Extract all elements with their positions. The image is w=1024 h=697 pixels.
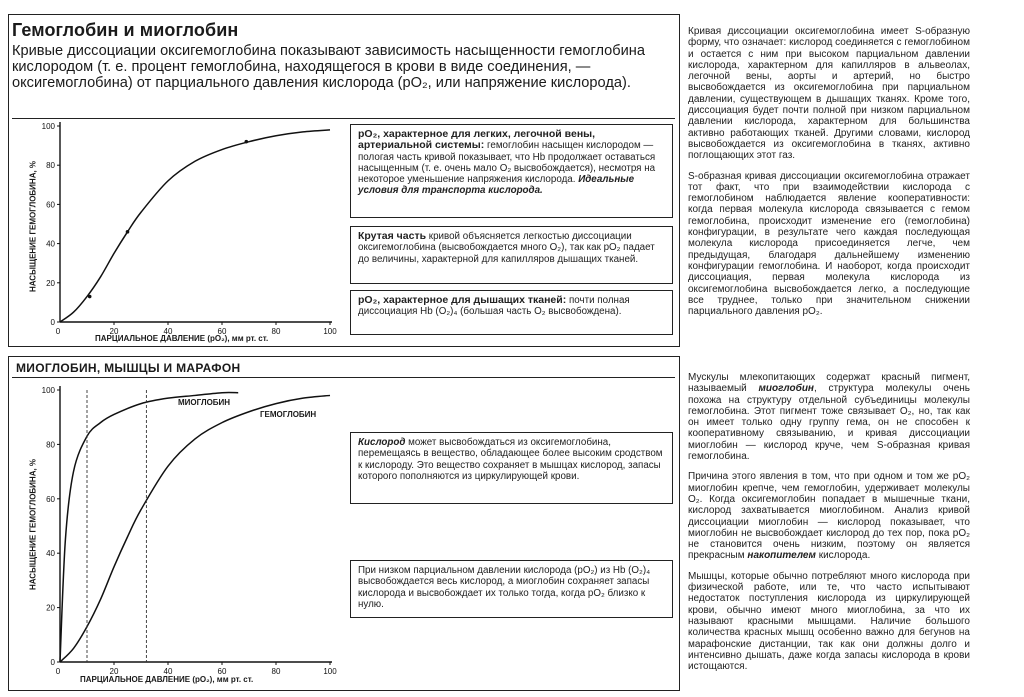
data-marker — [88, 295, 92, 299]
callout-lungs-head: pO₂, характерное для легких, легочной вены, артериальной системы: — [358, 128, 596, 152]
x-tick-label: 80 — [271, 327, 281, 336]
chart-2-axes — [60, 386, 332, 662]
y-tick-label: 20 — [46, 278, 55, 288]
x-tick-label-zero: 0 — [55, 667, 61, 676]
y-tick-label: 40 — [46, 239, 55, 249]
y-tick-label: 0 — [50, 318, 55, 327]
side-bottom-p2b: кислорода. — [818, 550, 871, 562]
chart-2-ticks — [42, 386, 338, 676]
chart-1 — [16, 118, 346, 346]
x-tick-label: 100 — [323, 667, 337, 676]
callout-steep-head: Крутая часть — [358, 230, 427, 242]
side-bottom-p1 — [688, 372, 970, 462]
y-tick-label: 60 — [46, 494, 55, 504]
data-marker — [126, 230, 130, 234]
side-bottom-p1a: Мускулы млекопитающих содержат красный пигмент, называемый — [688, 372, 970, 395]
callout-steep-text: кривой объясняется легкостью диссоциации оксигемоглобина (высвобождается много O₂), так как pO₂ падает до величины, характерной для капилляров дышащих тканей. — [358, 231, 655, 265]
header-block — [12, 20, 692, 92]
side-bottom-p1-em: миоглобин — [758, 383, 814, 395]
y-tick-label: 20 — [46, 603, 55, 613]
side-text-bottom — [688, 372, 970, 681]
chart-2-ylabel: НАСЫЩЕНИЕ ГЕМОГЛОБИНА, % — [28, 458, 38, 591]
x-tick-label-zero: 0 — [55, 327, 61, 336]
side-bottom-p3: Мышцы, которые обычно потребляют много кислорода при физической работе, или те, что часто испытывают недостаток поступления кислорода из циркулирующей крови, обычно имеют много миоглобина, за что их называют красными мышцами. Наличие большого количества красных мышц особенно важно для бегунов на марафонские дистанции, так как они должны долго и интенсивно дышать, даже когда запасы кислорода в крови истощаются. — [688, 570, 970, 673]
lead-paragraph: Кривые диссоциации оксигемоглобина показывают зависимость насыщенности гемоглобина кислородом (т. е. процент гемоглобина, находящегося в крови в виде соединения, — оксигемоглобина) от парциального давления кислорода (pO₂, или напряжение кислорода). — [12, 43, 645, 92]
side-bottom-p1b: , структура молекулы очень похожа на структуру отдельной субъединицы молекулы гемоглобина. Этот пигмент тоже связывает O₂, но, так как он имеет только одну группу гема, он не способен к кооперативному связыванию, и кривая диссоциации миоглобин — кислород круче, чем S-образная кривая гемоглобина. — [688, 383, 970, 463]
callout-low-po2-text: При низком парциальном давлении кислорода (pO₂) из Hb (O₂)₄ высвобождается весь кислород, а миоглобин сохраняет запасы кислорода и высвобождает их только тогда, когда pO₂ близко к нулю. — [358, 565, 651, 610]
section2-underline — [12, 377, 675, 378]
chart-2-label-myoglobin: МИОГЛОБИН — [178, 398, 231, 407]
x-tick-label: 60 — [217, 327, 227, 336]
chart-2-xlabel: ПАРЦИАЛЬНОЕ ДАВЛЕНИЕ (pO₂), мм рт. ст. — [80, 675, 254, 684]
chart-1-axes — [60, 122, 332, 322]
chart-1-ticks — [42, 122, 338, 336]
y-tick-label: 0 — [50, 658, 55, 667]
chart-2-lines — [60, 390, 330, 662]
side-bottom-p2-em: накопителем — [747, 550, 816, 562]
callout-low-po2 — [350, 560, 673, 618]
callout-oxygen-text: может высвобождаться из оксигемоглобина, перемещаясь в вещество, обладающее более высоким сродством к кислороду. Это вещество сохраняет в мышцах кислород, запасы которого пополняются из циркулирующей крови. — [358, 437, 663, 482]
y-tick-label: 60 — [46, 200, 55, 210]
side-top-p2: S-образная кривая диссоциации оксигемоглобина отражает тот факт, что при взаимодействии кислорода с гемоглобином наблюдается явление кооперативности: когда первая молекула кислорода связывается с гемом гемоглобина, происходит изменение его (гемоглобина) конфигурации, в результате чего каждая последующая молекула кислорода присоединяется легче, чем предыдущая, благодаря дальнейшему изменению конфигурации гемоглобина. И наоборот, когда происходит диссоциация, первая молекула кислорода из оксигемоглобина высвобождается легко, а последующие все труднее, только при значительном снижении парциального давления pO₂. — [688, 170, 970, 318]
callout-lungs-text: гемоглобин насыщен кислородом — пологая часть кривой показывает, что Hb продолжает оставаться насыщенным (т. е. очень мало O₂ высвобождается), несмотря на некоторое уменьшение напряжения кислорода. — [358, 140, 656, 186]
callout-steep — [350, 226, 673, 284]
series-line-0 — [60, 130, 330, 322]
section2-title: МИОГЛОБИН, МЫШЦЫ И МАРАФОН — [16, 361, 241, 375]
y-tick-label: 100 — [41, 386, 55, 395]
x-tick-label: 20 — [109, 327, 119, 336]
series-line-1 — [60, 395, 330, 662]
callout-tissues — [350, 290, 673, 335]
callout-lungs-emphasis: Идеальные условия для транспорта кислорода. — [358, 174, 635, 197]
y-tick-label: 80 — [46, 440, 55, 450]
chart-1-xlabel: ПАРЦИАЛЬНОЕ ДАВЛЕНИЕ (pO₂), мм рт. ст. — [95, 334, 269, 343]
chart-2-label-hemoglobin: ГЕМОГЛОБИН — [260, 410, 317, 419]
y-tick-label: 40 — [46, 549, 55, 559]
x-tick-label: 60 — [217, 667, 227, 676]
x-tick-label: 40 — [163, 667, 173, 676]
data-marker — [245, 140, 249, 144]
side-top-p1: Кривая диссоциации оксигемоглобина имеет S-образную форму, что означает: кислород соединяется с гемоглобином и остается с ним при высоком парциальном давлении кислорода, характерном для капилляров в альвеолах, легочной вены, аорты и артерий, но быстро высвобождается из оксигемоглобина при парциальном давлении, существующем в дышащих тканях. Кроме того, диссоциация будет почти полной при низком парциальном давлении кислорода, характерном для большинства активно работающих тканей. Другими словами, кислород высвобождается из оксигемоглобина в тканях, активно поглощающих этот газ. — [688, 26, 970, 162]
y-tick-label: 100 — [41, 122, 55, 131]
chart-1-ylabel: НАСЫЩЕНИЕ ГЕМОГЛОБИНА, % — [28, 160, 38, 293]
callout-lungs — [350, 124, 673, 218]
callout-oxygen-head: Кислород — [358, 437, 406, 448]
callout-tissues-text: почти полная диссоциация Hb (O₂)₄ (большая часть O₂ высвобождена). — [358, 295, 630, 318]
side-bottom-p2 — [688, 471, 970, 561]
side-bottom-p2a: Причина этого явления в том, что при одном и том же pO₂ миоглобин крепче, чем гемоглобин, удерживает молекулы O₂. Когда оксигемоглобин попадает в мышечные ткани, кислород захватывается миоглобином. Анализ кривой диссоциации миоглобин — кислород показывает, что миоглобин не высвобождает кислород до тех пор, пока pO₂ не становится очень низким, поэтому он является прекрасным — [688, 471, 970, 562]
x-tick-label: 100 — [323, 327, 337, 336]
page-title: Гемоглобин и миоглобин — [12, 20, 239, 40]
y-tick-label: 80 — [46, 161, 55, 171]
x-tick-label: 40 — [163, 327, 173, 336]
x-tick-label: 20 — [109, 667, 119, 676]
callout-tissues-head: pO₂, характерное для дышащих тканей: — [358, 294, 567, 306]
side-text-top — [688, 26, 970, 326]
x-tick-label: 80 — [271, 667, 281, 676]
chart-2 — [16, 380, 346, 680]
callout-oxygen — [350, 432, 673, 504]
chart-1-lines — [60, 130, 330, 322]
